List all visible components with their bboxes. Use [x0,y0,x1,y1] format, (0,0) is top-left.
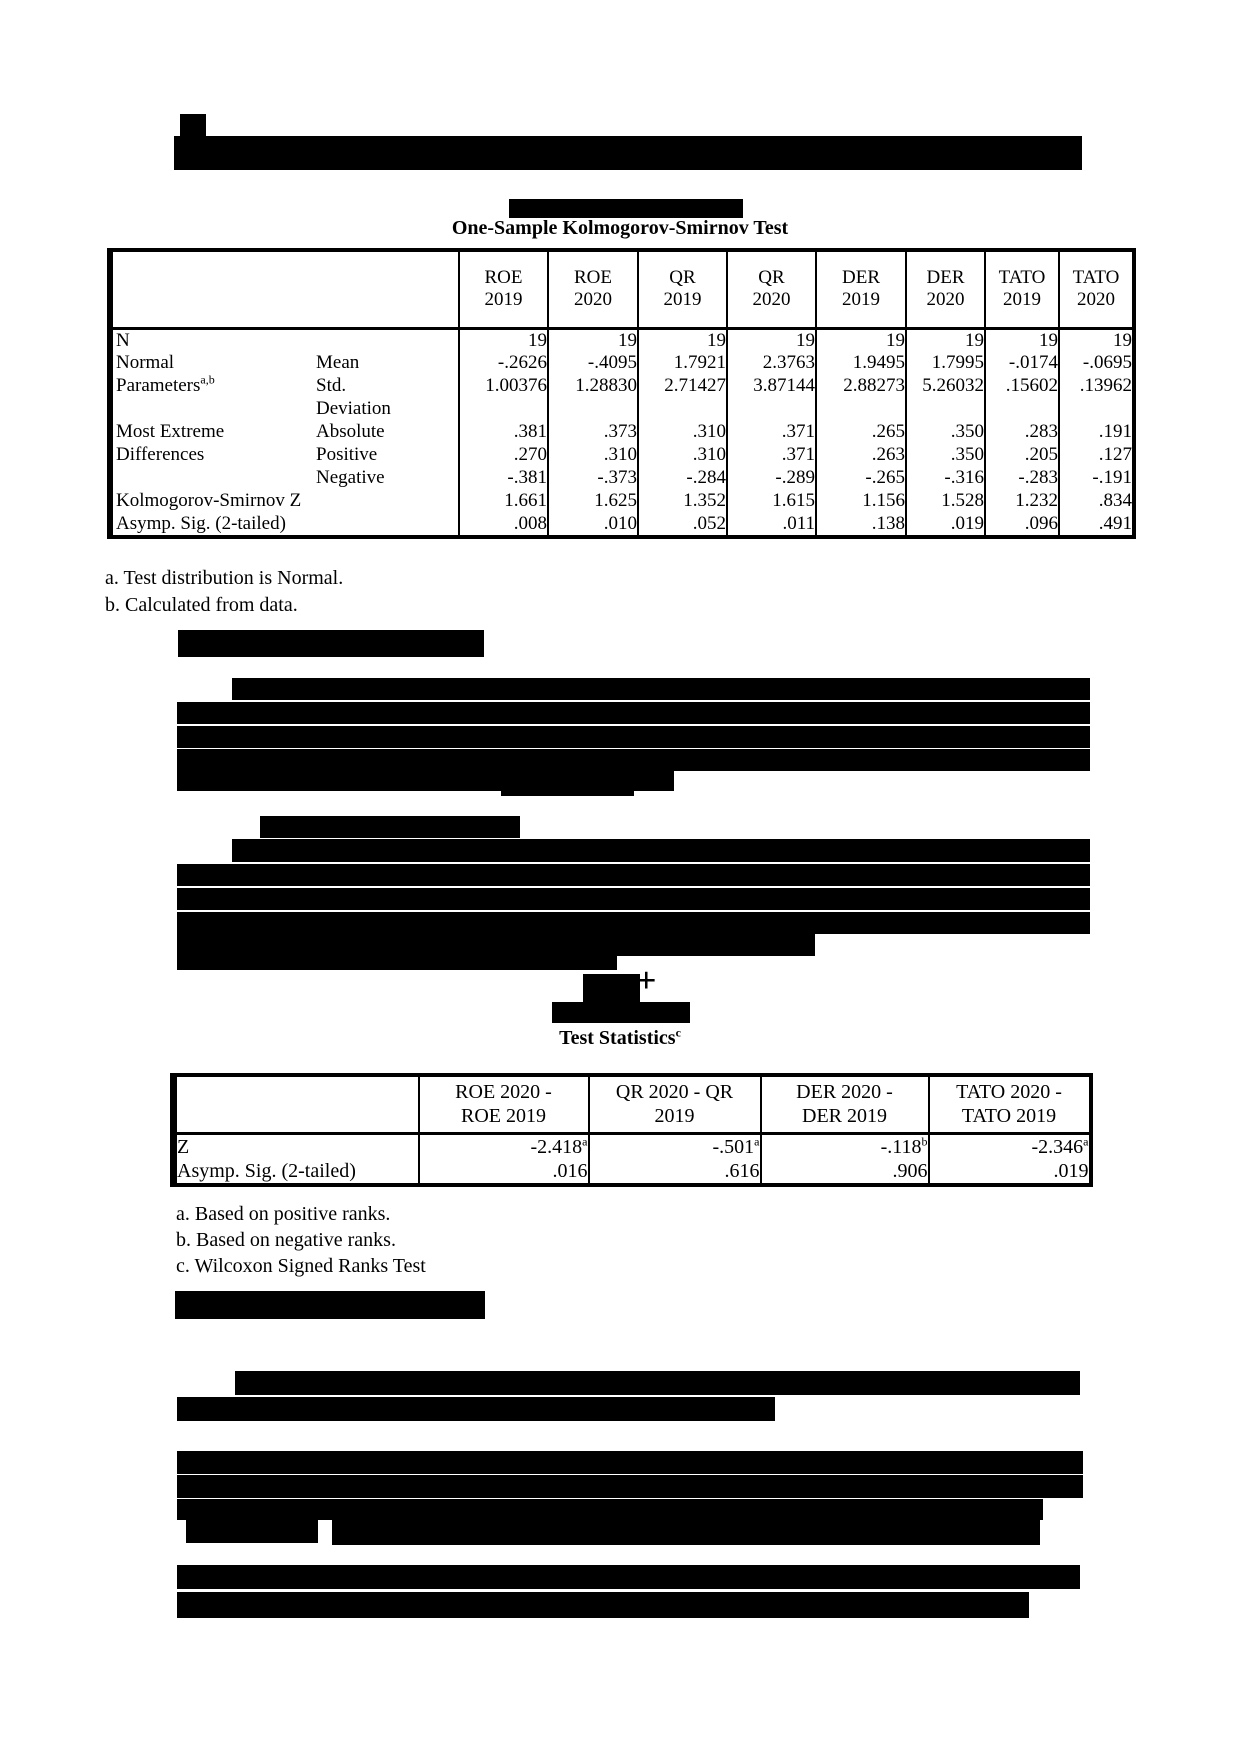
wilcoxon-value: -2.418 [530,1135,583,1158]
ks-table-row [110,375,1134,398]
ks-data-cell: .191 [1059,421,1134,444]
ks-row-sublabel: Mean [316,352,360,373]
ks-data-cell: -.289 [727,467,816,490]
ks-data-cell: -.0174 [985,352,1059,375]
redacted-text-bar [177,749,1090,771]
redacted-text-bar [177,912,1090,934]
ks-table-row [110,421,1134,444]
ks-column-header-line: TATO [1072,267,1120,289]
ks-data-cell: .283 [985,421,1059,444]
ks-column-header-line: 2020 [1077,289,1115,311]
ks-data-cell: .263 [816,444,906,467]
ks-row-label-cell [110,421,459,444]
ks-data-cell: .019 [906,513,985,537]
wilcoxon-header-row [174,1075,1091,1133]
redacted-text-bar [232,678,1090,700]
ks-data-cell: 19 [459,328,548,352]
wilcoxon-data-cell [761,1159,929,1185]
ks-row-label: Parameters [116,375,201,396]
ks-column-header-line: 2020 [752,289,791,311]
ks-column-header-line: 2019 [1003,289,1041,311]
ks-row-label-group [113,444,316,466]
ks-data-cell: .270 [459,444,548,467]
ks-table-row [110,467,1134,490]
ks-data-cell [1059,398,1134,421]
ks-data-cell: .350 [906,421,985,444]
ks-data-cell: .371 [727,444,816,467]
ks-data-cell: .834 [1059,490,1134,513]
ks-data-cell: .371 [727,421,816,444]
wilcoxon-title-superscript: c [675,1025,681,1040]
redacted-text-bar [235,1371,1080,1395]
wilcoxon-column-header-line: DER 2020 - [796,1081,893,1104]
ks-data-cell [906,398,985,421]
ks-row-label-group [113,352,316,374]
redacted-text-bar [501,785,634,796]
wilcoxon-table-row [174,1159,1091,1185]
ks-data-cell: .265 [816,421,906,444]
ks-data-cell: 19 [985,328,1059,352]
redacted-text-bar [332,1520,1040,1545]
ks-data-cell: 19 [638,328,727,352]
ks-data-cell [548,398,638,421]
ks-column-header-line: 2019 [484,289,523,311]
wilcoxon-row-label: Asymp. Sig. (2-tailed) [177,1160,356,1182]
ks-data-cell: 19 [548,328,638,352]
ks-footnote-b: b. Calculated from data. [105,594,298,616]
ks-column-header [638,250,727,328]
redacted-text-bar [186,1513,318,1543]
ks-row-label-cell [110,490,459,513]
wilcoxon-data-cell [929,1159,1091,1185]
ks-column-header-line: 2019 [842,289,880,311]
ks-data-cell [985,398,1059,421]
ks-data-cell: 5.26032 [906,375,985,398]
wilcoxon-column-header-line: QR 2020 - QR [615,1081,734,1104]
ks-row-label-cell [110,375,459,398]
redacted-text-bar [177,1451,1083,1474]
ks-table-row [110,513,1134,537]
wilcoxon-table-title [0,1026,1240,1050]
ks-row-label: Kolmogorov-Smirnov Z [116,490,302,511]
wilcoxon-footnote-a: a. Based on positive ranks. [176,1203,391,1225]
ks-data-cell: .052 [638,513,727,537]
ks-data-cell: .491 [1059,513,1134,537]
redacted-text-bar [178,630,484,657]
wilcoxon-column-header [589,1075,761,1133]
ks-row-label: Asymp. Sig. (2-tailed) [116,512,286,534]
redacted-text-bar [177,1565,1080,1589]
ks-data-cell: .310 [638,421,727,444]
redacted-text-bar [175,1291,485,1319]
ks-data-cell: .010 [548,513,638,537]
ks-data-cell: 1.00376 [459,375,548,398]
wilcoxon-column-header-line: TATO 2020 - [956,1081,1062,1104]
ks-header-row [110,250,1134,328]
wilcoxon-footnote-c: c. Wilcoxon Signed Ranks Test [176,1255,426,1277]
ks-data-cell: -.381 [459,467,548,490]
wilcoxon-value-superscript: a [1083,1134,1089,1149]
ks-data-cell: .127 [1059,444,1134,467]
ks-column-header-line: ROE [484,267,523,289]
redacted-text-bar [177,702,1090,724]
ks-table [107,248,1136,539]
redacted-text-bar [177,888,1090,910]
ks-table-row [110,328,1134,352]
ks-data-cell: .011 [727,513,816,537]
ks-row-sublabel: Std. [316,375,347,396]
ks-column-header-line: ROE [574,267,612,289]
redacted-text-bar [583,974,640,1002]
ks-data-cell: 2.3763 [727,352,816,375]
ks-data-cell: .13962 [1059,375,1134,398]
redacted-text-bar [232,839,1090,862]
ks-data-cell: 1.28830 [548,375,638,398]
wilcoxon-column-header [419,1075,589,1133]
wilcoxon-data-cell [589,1133,761,1159]
wilcoxon-row-label: Z [177,1135,190,1158]
ks-column-header [1059,250,1134,328]
ks-data-cell: 1.7995 [906,352,985,375]
wilcoxon-data-cell [761,1133,929,1159]
wilcoxon-value: -.501 [712,1135,755,1158]
redacted-text-bar [174,136,1082,170]
ks-data-cell: -.2626 [459,352,548,375]
ks-data-cell: .310 [638,444,727,467]
ks-column-header-line: QR [758,267,785,289]
ks-data-cell: -.284 [638,467,727,490]
ks-data-cell: 1.9495 [816,352,906,375]
ks-row-label-cell [110,513,459,537]
ks-row-label: Normal [116,352,175,373]
ks-row-label-group [113,490,316,512]
wilcoxon-data-cell [929,1133,1091,1159]
ks-row-label-group [113,421,316,443]
ks-row-label-cell [110,352,459,375]
ks-row-label-group [113,513,316,535]
ks-data-cell: 1.232 [985,490,1059,513]
ks-row-label: Differences [116,444,205,465]
wilcoxon-value: .016 [552,1160,588,1182]
ks-table-row [110,398,1134,421]
ks-data-cell: 2.71427 [638,375,727,398]
wilcoxon-column-header-line: TATO 2019 [961,1105,1057,1128]
wilcoxon-data-cell [419,1133,589,1159]
wilcoxon-table-row [174,1133,1091,1159]
ks-data-cell: -.373 [548,467,638,490]
ks-column-header [985,250,1059,328]
wilcoxon-column-header-line: ROE 2019 [461,1105,546,1128]
ks-row-label-group [113,375,316,397]
ks-column-header [816,250,906,328]
wilcoxon-value-superscript: a [582,1134,588,1149]
ks-column-header-line: 2020 [926,289,965,311]
ks-data-cell: 2.88273 [816,375,906,398]
ks-data-cell: 1.352 [638,490,727,513]
ks-data-cell: -.0695 [1059,352,1134,375]
ks-data-cell: 19 [727,328,816,352]
wilcoxon-column-header-line: DER 2019 [802,1105,887,1128]
ks-row-label-cell [110,467,459,490]
ks-row-label-cell [110,398,459,421]
wilcoxon-title-text: Test Statistics [559,1027,676,1049]
wilcoxon-column-header-line: 2019 [654,1105,695,1128]
wilcoxon-column-header [761,1075,929,1133]
ks-data-cell: .096 [985,513,1059,537]
ks-data-cell: .381 [459,421,548,444]
ks-table-row [110,352,1134,375]
wilcoxon-data-cell [589,1159,761,1185]
ks-column-header [906,250,985,328]
ks-data-cell: 1.625 [548,490,638,513]
ks-row-sublabel: Deviation [316,398,391,419]
wilcoxon-value: .019 [1053,1160,1089,1182]
wilcoxon-value: .616 [724,1160,760,1182]
redacted-text-bar [177,726,1090,748]
ks-data-cell: .350 [906,444,985,467]
ks-row-label: N [116,329,130,351]
redacted-text-bar [177,952,617,970]
wilcoxon-data-cell [419,1159,589,1185]
ks-data-cell: 1.528 [906,490,985,513]
ks-row-sublabel: Negative [316,467,385,488]
ks-footnote-a: a. Test distribution is Normal. [105,567,344,589]
ks-row-label: Most Extreme [116,421,225,442]
ks-data-cell: 19 [1059,328,1134,352]
wilcoxon-column-header [929,1075,1091,1133]
ks-data-cell: 3.87144 [727,375,816,398]
ks-data-cell: 1.615 [727,490,816,513]
ks-data-cell: .138 [816,513,906,537]
wilcoxon-table [170,1073,1093,1187]
ks-data-cell [727,398,816,421]
ks-data-cell: -.265 [816,467,906,490]
wilcoxon-value: .906 [892,1160,928,1182]
ks-data-cell [816,398,906,421]
ks-data-cell [638,398,727,421]
ks-column-header [459,250,548,328]
ks-row-label-group [113,330,316,352]
redacted-text-bar [260,816,520,838]
ks-row-label-cell [110,444,459,467]
ks-column-header-line: DER [926,267,965,289]
ks-column-header-line: 2020 [574,289,612,311]
caption-plus-fragment: + [636,960,657,1000]
ks-data-cell: 1.661 [459,490,548,513]
ks-data-cell: 1.7921 [638,352,727,375]
ks-data-cell: .310 [548,444,638,467]
ks-data-cell: -.4095 [548,352,638,375]
ks-row-label-superscript: a,b [200,374,215,387]
ks-data-cell: .205 [985,444,1059,467]
ks-table-title: One-Sample Kolmogorov-Smirnov Test [451,217,789,239]
ks-column-header-line: DER [842,267,880,289]
ks-data-cell: .15602 [985,375,1059,398]
ks-data-cell: 19 [816,328,906,352]
wilcoxon-column-header-line: ROE 2020 - [455,1081,552,1104]
wilcoxon-header-empty-cell [174,1075,419,1133]
ks-data-cell: -.283 [985,467,1059,490]
wilcoxon-footnote-b: b. Based on negative ranks. [176,1229,396,1251]
ks-column-header [548,250,638,328]
ks-data-cell: 1.156 [816,490,906,513]
ks-data-cell: -.316 [906,467,985,490]
redacted-text-bar [177,1592,1029,1618]
wilcoxon-value: -2.346 [1031,1135,1084,1158]
redacted-text-bar [177,864,1090,886]
redacted-text-bar [552,1002,690,1023]
ks-row-sublabel: Positive [316,444,378,465]
ks-data-cell [459,398,548,421]
ks-row-sublabel: Absolute [316,421,385,442]
wilcoxon-value-superscript: b [921,1134,928,1149]
ks-column-header [727,250,816,328]
wilcoxon-value: -.118 [880,1135,922,1158]
ks-data-cell: -.191 [1059,467,1134,490]
ks-column-header-line: 2019 [663,289,702,311]
redacted-text-bar [177,1475,1083,1498]
ks-row-label-cell [110,328,459,352]
ks-data-cell: .008 [459,513,548,537]
ks-header-empty-cell [110,250,459,328]
redacted-text-bar [177,1397,775,1421]
wilcoxon-value-superscript: a [754,1134,760,1149]
ks-data-cell: .373 [548,421,638,444]
ks-column-header-line: TATO [998,267,1046,289]
ks-column-header-line: QR [669,267,696,289]
ks-table-row [110,444,1134,467]
ks-data-cell: 19 [906,328,985,352]
ks-table-row [110,490,1134,513]
